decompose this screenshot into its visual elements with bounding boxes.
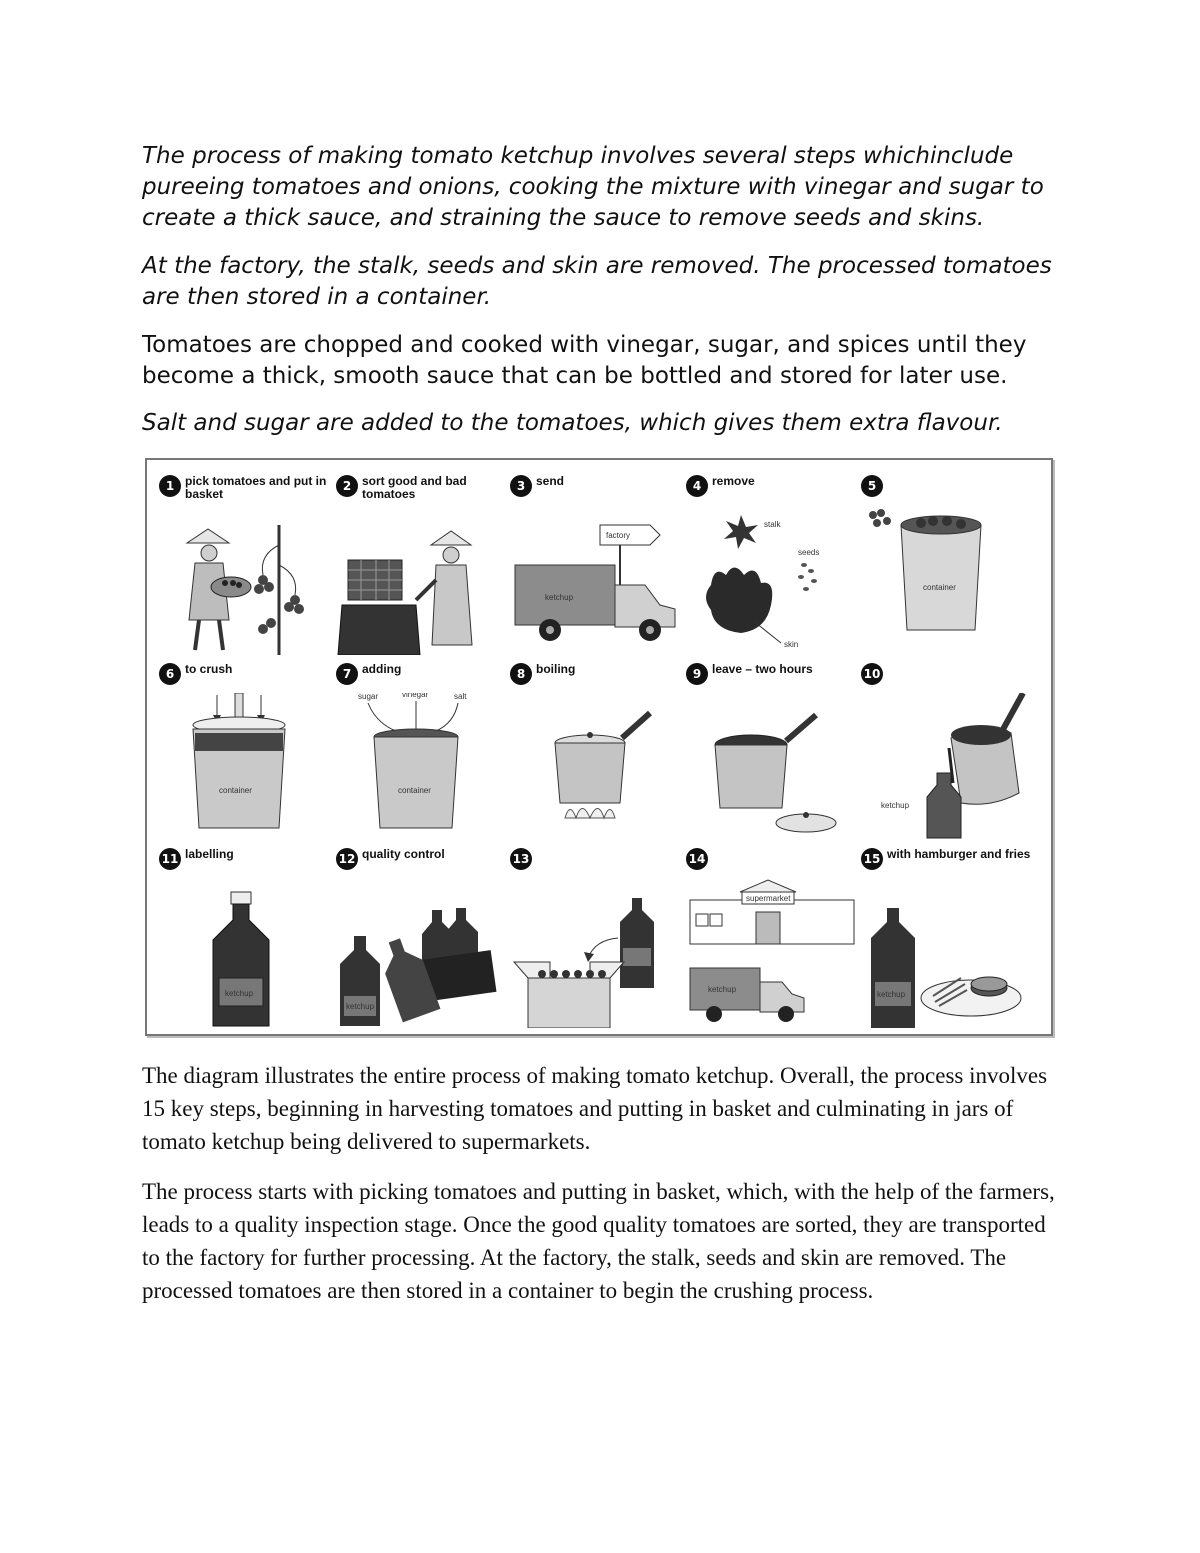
container-of-tomatoes-illustration [861,505,1033,655]
step-number-badge: 11 [159,848,181,870]
step-number-badge: 1 [159,475,181,497]
labelled-bottle-illustration [159,878,331,1028]
step-number-badge: 7 [336,663,358,685]
step-label: send [536,474,565,488]
step-number-badge: 6 [159,663,181,685]
tomato-parts-illustration [686,505,858,655]
farmer-picking-illustration [159,505,331,655]
step-label: quality control [362,847,445,861]
step-2 [336,475,508,660]
ketchup-process-diagram [145,458,1053,1036]
salt-text: salt [454,693,467,701]
step-number-badge: 13 [510,848,532,870]
step-label: to crush [185,662,233,676]
step-number-badge: 15 [861,848,883,870]
bottle-ketchup-text: ketchup [346,1002,375,1011]
step-number-badge: 2 [336,475,358,497]
step-15 [861,848,1033,1033]
pouring-ketchup-illustration [861,693,1033,843]
supermarket-sign-text: supermarket [746,894,791,903]
factory-sign-text: factory [606,531,631,540]
delivery-truck-illustration [510,505,682,655]
step-label: pick tomatoes and put in basket [185,474,327,501]
step-5 [861,475,1033,660]
step-number-badge: 9 [686,663,708,685]
step-number-badge: 14 [686,848,708,870]
step-label: sort good and bad tomatoes [362,474,467,501]
bottle-ketchup-text: ketchup [877,990,906,999]
step-3 [510,475,682,660]
step-label: remove [712,474,755,488]
step-label: adding [362,662,402,676]
intro-paragraph-2: At the factory, the stalk, seeds and skin are removed. The processed tomatoes are then stored in a container. [142,253,1052,310]
step-10 [861,663,1033,848]
seeds-text: seeds [798,548,820,557]
step-12 [336,848,508,1033]
step-number-badge: 4 [686,475,708,497]
skin-text: skin [784,640,799,649]
step-9 [686,663,858,848]
step-number-badge: 3 [510,475,532,497]
step-number-badge: 8 [510,663,532,685]
container-text: container [219,786,252,795]
truck-ketchup-text: ketchup [545,593,574,602]
step-13 [510,848,682,1033]
step-label: with hamburger and fries [887,847,1031,861]
step-1 [159,475,331,660]
adding-ingredients-illustration [336,693,508,843]
truck-ketchup-text: ketchup [708,985,737,994]
intro-paragraph-4: Salt and sugar are added to the tomatoes, which gives them extra flavour. [142,410,1003,436]
step-number-badge: 12 [336,848,358,870]
step-8 [510,663,682,848]
boiling-pot-illustration [510,693,682,843]
step-11 [159,848,331,1033]
stalk-text: stalk [764,520,781,529]
step-label: boiling [536,662,576,676]
sugar-text: sugar [358,693,379,701]
container-text: container [398,786,431,795]
container-text: container [923,583,956,592]
hamburger-and-fries-illustration [861,878,1033,1028]
step-label: leave – two hours [712,662,813,676]
essay-paragraph-1: The diagram illustrates the entire process of making tomato ketchup. Overall, the process involves 15 key steps, beginning in harvesting tomatoes and putting in basket and culminating in jars of tomato ketchup being delivered to supermarkets. [142,1063,1048,1154]
essay-paragraph-2: The process starts with picking tomatoes and putting in basket, which, with the help of the farmers, leads to a quality inspection stage. Once the good quality tomatoes are sorted, they are transported to the factory for further processing. At the factory, the stalk, seeds and skin are removed. The processed tomatoes are then stored in a container to begin the crushing process. [142,1179,1055,1303]
packing-box-illustration [510,878,682,1028]
sorting-tomatoes-illustration [336,505,508,655]
step-label: labelling [185,847,234,861]
step-7 [336,663,508,848]
crushing-container-illustration [159,693,331,843]
intro-paragraph-3: Tomatoes are chopped and cooked with vinegar, sugar, and spices until they become a thick, smooth sauce that can be bottled and stored for later use. [142,332,1027,389]
resting-pot-illustration [686,693,858,843]
ketchup-text: ketchup [881,801,910,810]
step-number-badge: 10 [861,663,883,685]
step-14 [686,848,858,1033]
step-number-badge: 5 [861,475,883,497]
step-4 [686,475,858,660]
supermarket-delivery-illustration [686,878,858,1028]
quality-control-illustration [336,878,508,1028]
bottle-ketchup-text: ketchup [225,989,254,998]
vinegar-text: vinegar [402,693,429,699]
intro-paragraph-1: The process of making tomato ketchup involves several steps whichinclude pureeing tomatoes and onions, cooking the mixture with vinegar and sugar to create a thick sauce, and straining the sauce to remove seeds and skins. [142,143,1044,231]
step-6 [159,663,331,848]
